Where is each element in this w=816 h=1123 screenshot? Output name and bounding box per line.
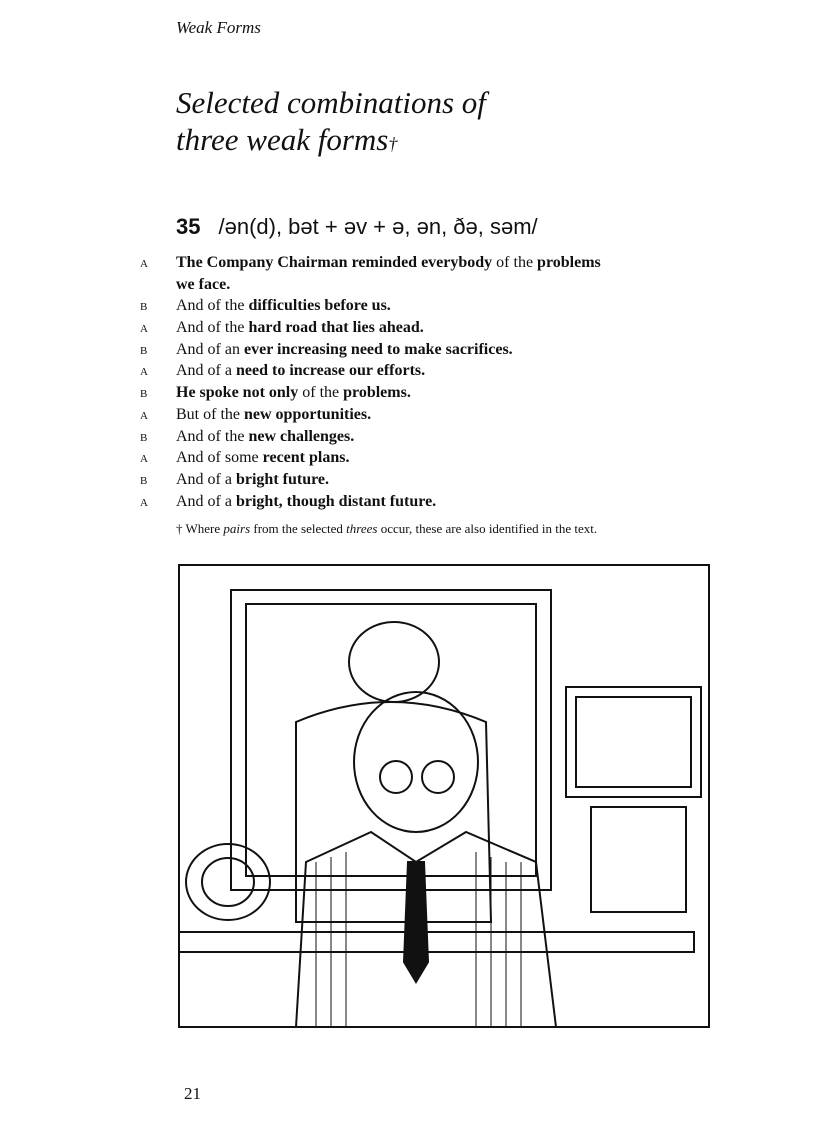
weak-form-phrase: The Company Chairman reminded everybody — [176, 254, 493, 271]
weak-form-phrase: He spoke not only — [176, 384, 299, 402]
weak-form-phrase: difficulties before us. — [248, 297, 391, 315]
dialogue-text: But of the — [176, 405, 244, 423]
title-line-2: three weak forms — [176, 122, 389, 157]
section-transcription: /ən(d), bət + əv + ə, ən, ðə, səm/ — [218, 214, 538, 239]
illustration-chairman-office — [176, 562, 712, 1032]
dialogue-line — [140, 252, 601, 274]
title-line-1: Selected combinations of — [176, 85, 486, 120]
footnote-italic: threes — [346, 521, 378, 536]
dialogue-line — [140, 295, 601, 317]
section-number: 35 — [176, 214, 201, 239]
page-title — [176, 84, 486, 163]
speaker-label: A — [140, 366, 149, 379]
weak-form-phrase: we face. — [176, 275, 231, 293]
speaker-label: B — [140, 301, 148, 314]
dialogue-text: And of some — [176, 449, 263, 467]
running-head: Weak Forms — [176, 18, 261, 37]
dialogue-line — [140, 491, 601, 513]
weak-form-phrase: new opportunities. — [244, 405, 372, 423]
speaker-label: B — [140, 474, 148, 487]
dialogue-text: And of the — [176, 427, 249, 445]
weak-form-phrase: bright, though distant future. — [235, 492, 437, 510]
dialogue-line — [140, 339, 601, 361]
speaker-label: A — [140, 258, 149, 270]
footnote-text: from the selected — [250, 521, 347, 536]
dialogue-text: And of a — [176, 470, 236, 488]
weak-form-phrase: ever increasing need to make sacrifices. — [243, 340, 513, 358]
speaker-label: A — [140, 409, 149, 422]
dialogue-text: And of an — [176, 340, 244, 358]
page-number: 21 — [184, 1084, 201, 1103]
dialogue-text: And of the — [176, 319, 249, 337]
dialogue-line — [140, 404, 601, 426]
dialogue-text: And of a — [176, 492, 236, 510]
certificate-frame — [566, 687, 701, 797]
footnote-text: Where — [182, 521, 224, 536]
footnote-italic: pairs — [223, 521, 251, 536]
weak-form-phrase: problems. — [343, 384, 411, 402]
dialogue-line — [140, 447, 601, 469]
title-dagger: † — [388, 134, 398, 154]
speaker-label: B — [140, 388, 148, 401]
footnote-dagger: † — [176, 521, 183, 536]
speaker-label: B — [140, 344, 148, 357]
weak-form-phrase: new challenges. — [248, 427, 355, 445]
speaker-label: B — [140, 431, 148, 444]
dialogue-text: of the — [492, 254, 538, 271]
dialogue-line — [140, 274, 601, 296]
dialogue-line — [140, 469, 601, 491]
speaker-label: A — [140, 323, 149, 336]
dialogue-line — [140, 426, 601, 448]
dialogue-line — [140, 360, 601, 382]
dialogue — [140, 252, 601, 512]
man-head — [354, 692, 478, 832]
footnote-text: occur, these are also identified in the text. — [377, 521, 598, 536]
dialogue-text: And of a — [176, 362, 236, 380]
weak-form-phrase: recent plans. — [262, 449, 350, 467]
footnote — [176, 521, 597, 537]
mantelpiece — [179, 932, 694, 952]
small-frame — [591, 807, 686, 912]
dialogue-line — [140, 317, 601, 339]
dialogue-text: And of the — [176, 297, 249, 315]
chairman-head — [349, 622, 439, 702]
speaker-label: A — [140, 453, 149, 466]
speaker-label: A — [140, 496, 149, 509]
decorative-plate — [186, 844, 270, 920]
weak-form-phrase: problems — [537, 254, 601, 271]
section-heading — [176, 214, 538, 240]
dialogue-line — [140, 382, 601, 404]
weak-form-phrase: hard road that lies ahead. — [248, 319, 424, 337]
weak-form-phrase: bright future. — [235, 470, 330, 488]
dialogue-text: of the — [298, 384, 344, 402]
weak-form-phrase: need to increase our efforts. — [235, 362, 426, 380]
